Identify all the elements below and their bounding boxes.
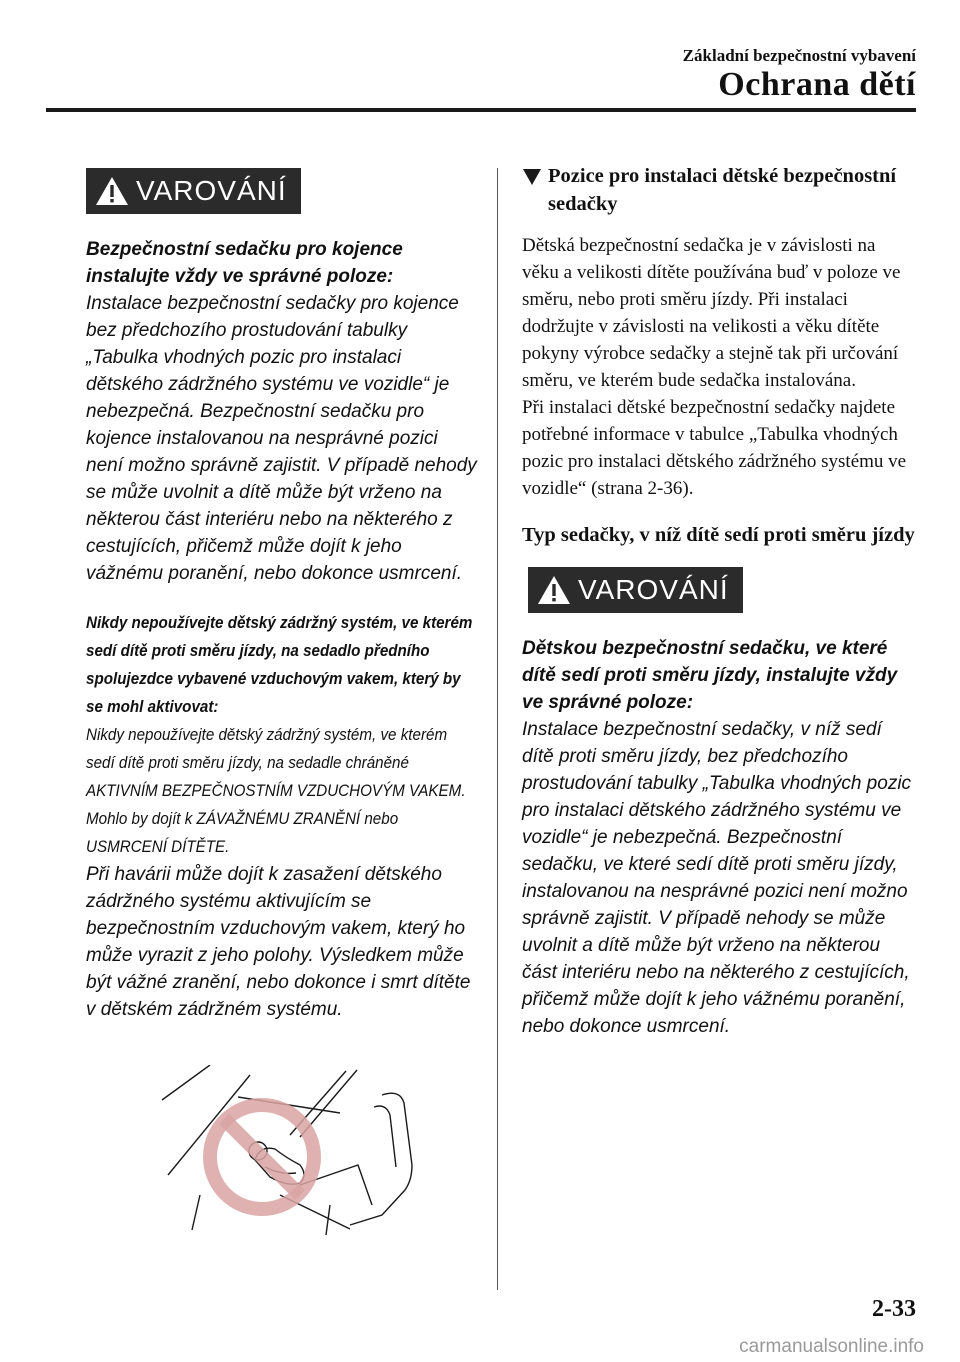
prohibition-slash bbox=[224, 1119, 300, 1195]
column-divider bbox=[497, 168, 498, 1290]
triangle-down-icon bbox=[522, 162, 548, 218]
warning-body-3: Při havárii může dojít k zasažení dětského zádržného systému aktivujícím se bezpečnostním vzduchovým vakem, který ho může vyrazit z jeho polohy. Výsledkem může být vážné zranění, nebo dokonce i smrt dítěte v dětském zádržném systému. bbox=[86, 864, 471, 1020]
warning-label: VAROVÁNÍ bbox=[578, 574, 729, 605]
warning-label: VAROVÁNÍ bbox=[136, 175, 287, 206]
right-warning-body: Instalace bezpečnostní sedačky, v níž sedí dítě proti směru jízdy, bez předchozího prostudování tabulky „Tabulka vhodných pozic pro instalaci dětského zádržného systému ve vozidle“ je nebezpečná. Bezpečnostní sedačku, ve které sedí dítě proti směru jízdy, instalovanou na nesprávné pozici není možno správně zajistit. V případě nehody se může uvolnit a dítě může být vrženo na některou část interiéru nebo na některého z cestujících, přičemž může dojít k jeho vážnému poranění, nebo dokonce usmrcení. bbox=[522, 719, 912, 1037]
watermark: carmanualsonline.info bbox=[739, 1336, 924, 1357]
warning-icon bbox=[536, 574, 572, 606]
warning-body-2: Nikdy nepoužívejte dětský zádržný systém, ve kterém sedí dítě proti směru jízdy, na sedadle chráněné AKTIVNÍM BEZPEČNOSTNÍM VZDUCHOVÝM VAKEM. Mohlo by dojít k ZÁVAŽNÉMU ZRANĚNÍ nebo USMRCENÍ DÍTĚTE. bbox=[86, 726, 466, 856]
right-body-1: Dětská bezpečnostní sedačka je v závislosti na věku a velikosti dítěte používána buď v poloze ve směru, nebo proti směru jízdy. Při instalaci dodržujte v závislosti na velikosti a věku dítěte pokyny výrobce sedačky a stejně tak při určování směru, ve kterém bude sedačka instalována. bbox=[522, 235, 901, 391]
subsection-heading: Typ sedačky, v níž dítě sedí proti směru jízdy bbox=[522, 524, 915, 546]
warning-badge-right bbox=[528, 567, 743, 613]
warning-icon bbox=[94, 175, 130, 207]
right-column bbox=[522, 162, 917, 1040]
page-title: Ochrana dětí bbox=[718, 66, 916, 103]
header-rule bbox=[46, 108, 916, 112]
warning-badge bbox=[86, 168, 301, 214]
section-title-text: Pozice pro instalaci dětské bezpečnostní sedačky bbox=[548, 165, 897, 215]
right-warning-bold: Dětskou bezpečnostní sedačku, ve které dítě sedí proti směru jízdy, instalujte vždy ve správné poloze: bbox=[522, 638, 898, 713]
section-title bbox=[522, 162, 917, 218]
header-section: Základní bezpečnostní vybavení bbox=[682, 46, 916, 65]
right-body-2: Při instalaci dětské bezpečnostní sedačky najdete potřebné informace v tabulce „Tabulka vhodných pozic pro instalaci dětského zádržného systému ve vozidle“ (strana 2-36). bbox=[522, 397, 907, 499]
warning-bold-1: Bezpečnostní sedačku pro kojence instalujte vždy ve správné poloze: bbox=[86, 239, 403, 287]
warning-bold-2: Nikdy nepoužívejte dětský zádržný systém, ve kterém sedí dítě proti směru jízdy, na sedadlo předního spolujezdce vybavené vzduchovým vakem, který by se mohl aktivovat: bbox=[86, 614, 473, 716]
left-column bbox=[86, 168, 478, 1023]
prohibited-seat-illustration bbox=[150, 1065, 430, 1235]
page-number: 2-33 bbox=[872, 1296, 916, 1322]
warning-body-1: Instalace bezpečnostní sedačky pro kojence bez předchozího prostudování tabulky „Tabulka vhodných pozic pro instalaci dětského zádržného systému ve vozidle“ je nebezpečná. Bezpečnostní sedačku pro kojence instalovanou na nesprávné pozici není možno správně zajistit. V případě nehody se může uvolnit a dítě může být vrženo na některou část interiéru nebo na některého z cestujících, přičemž může dojít k jeho vážnému poranění, nebo dokonce usmrcení. bbox=[86, 293, 477, 584]
